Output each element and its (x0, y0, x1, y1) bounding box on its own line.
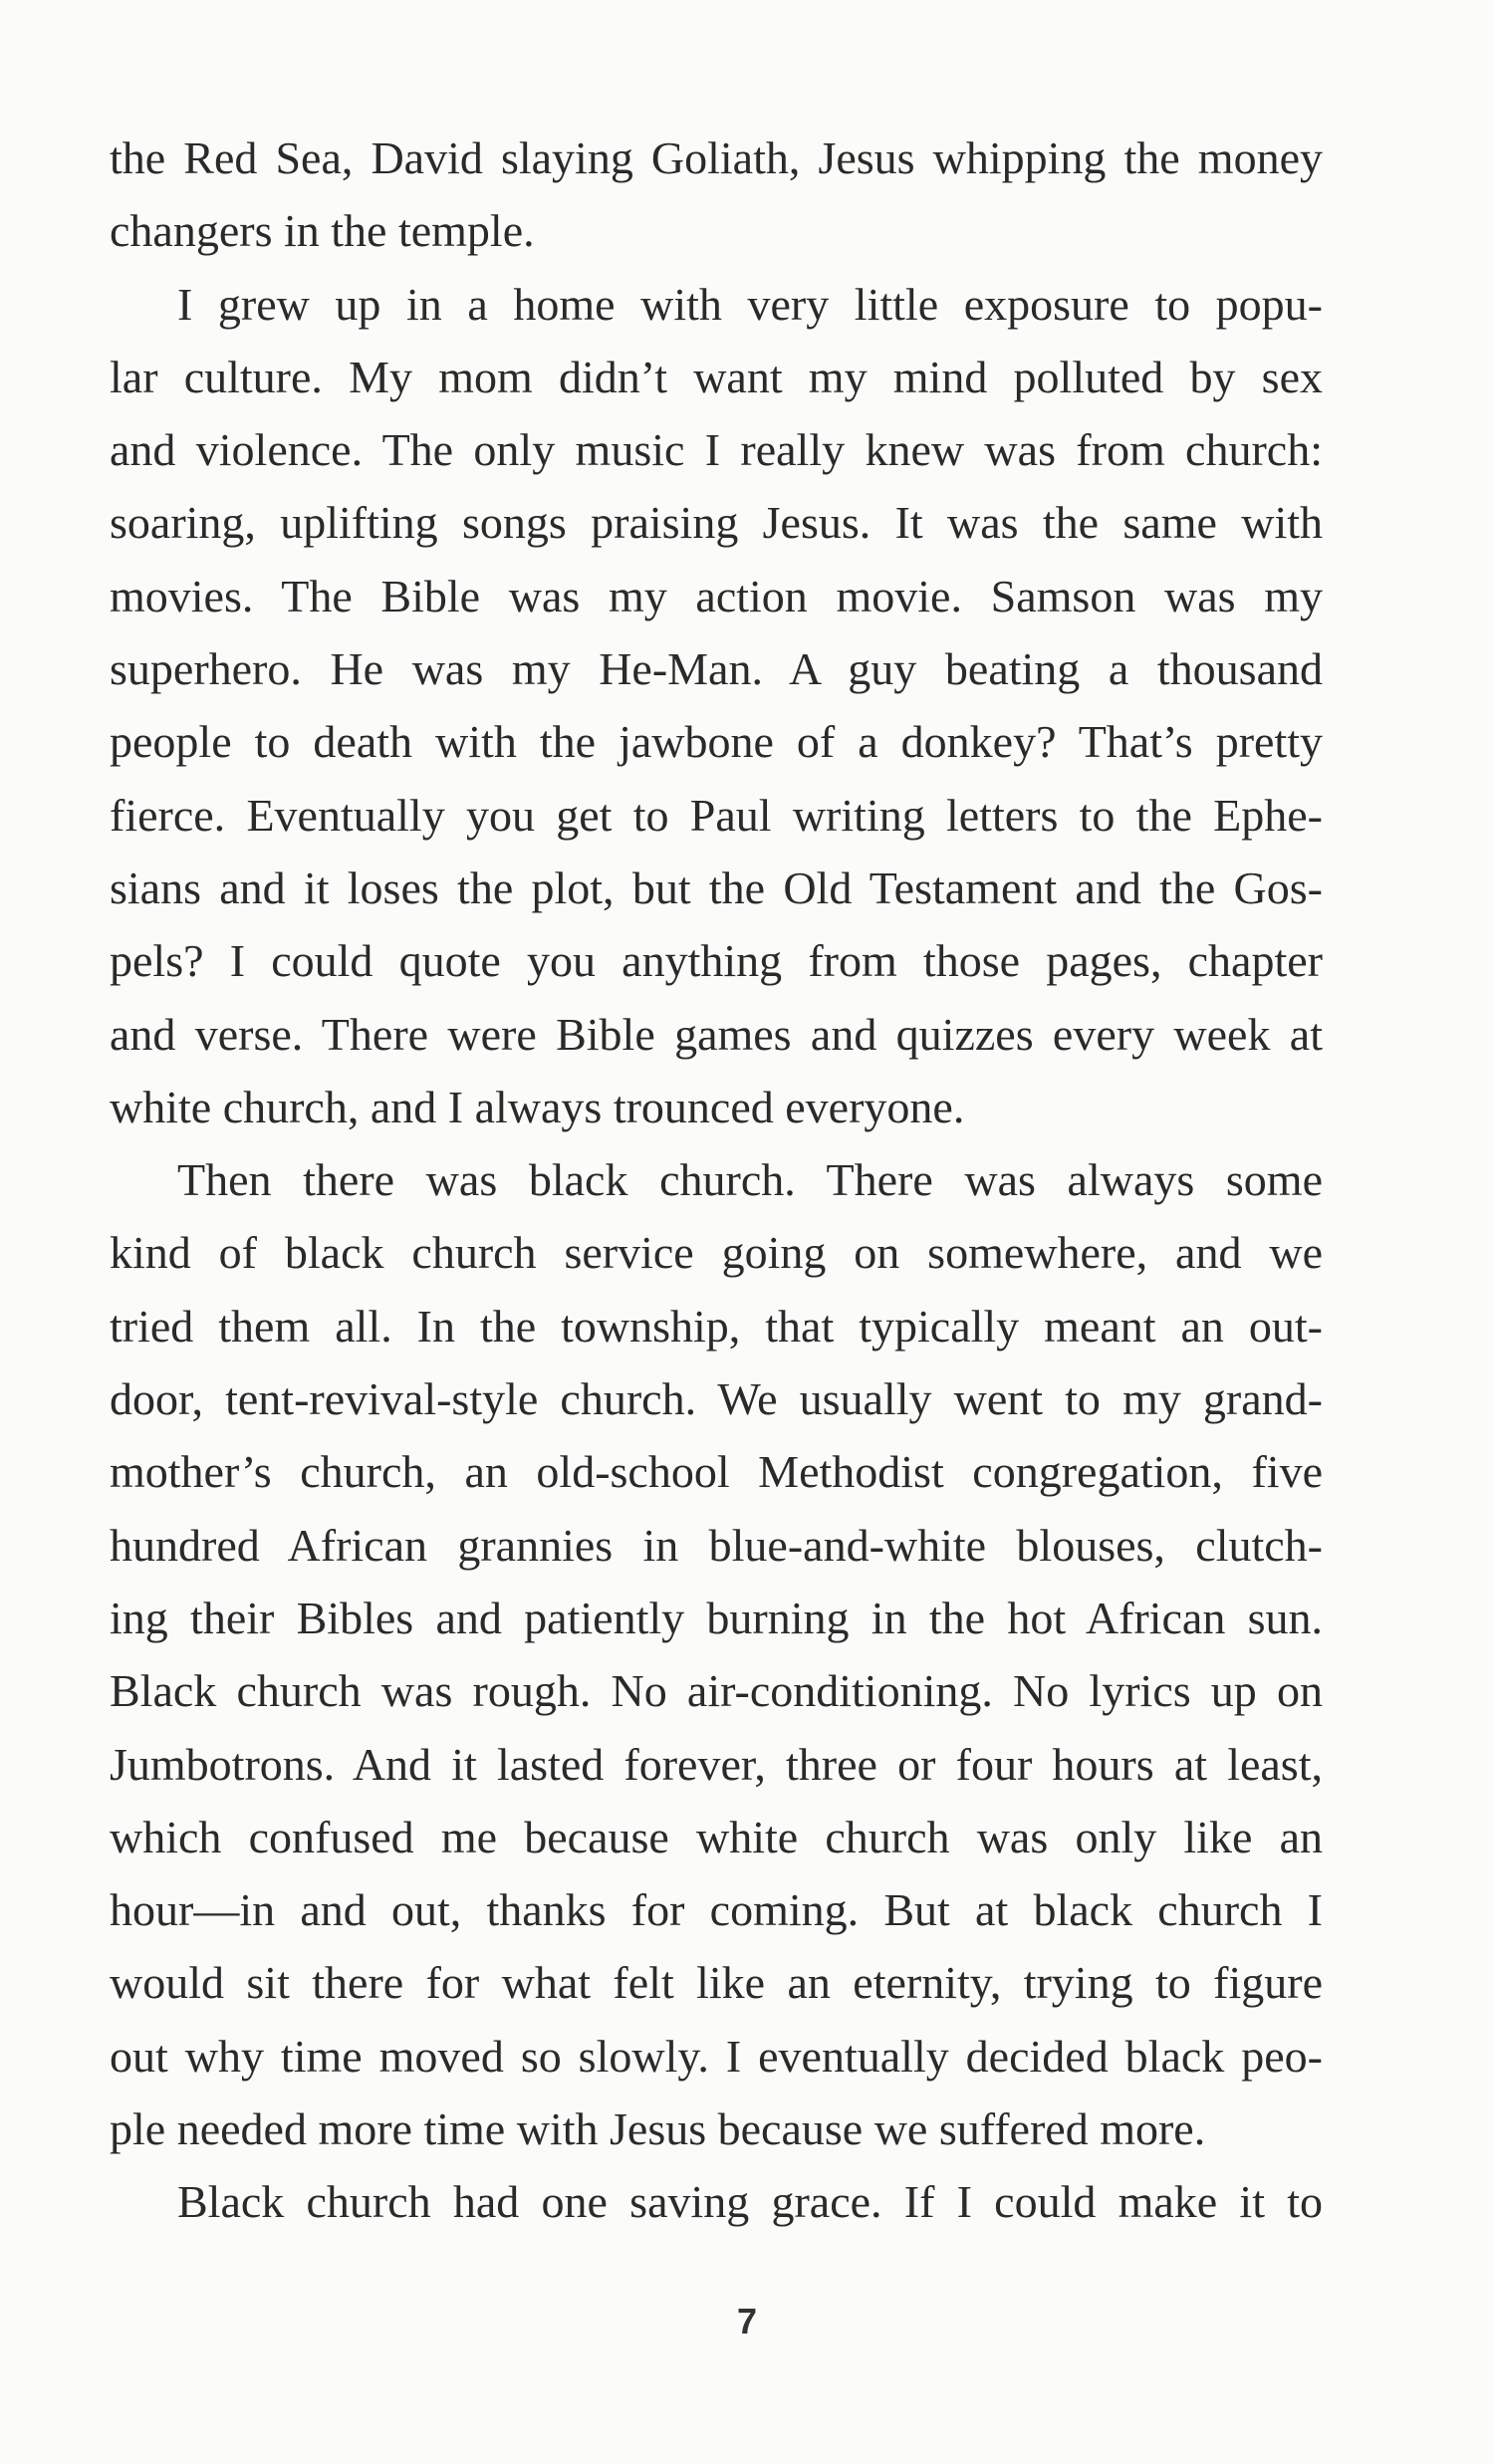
text-line: Black church was rough. No air-conditioning. No lyrics up on (110, 1665, 1323, 1717)
text-line: ple needed more time with Jesus because we suffered more. (110, 2103, 1206, 2155)
text-line: white church, and I always trounced everyone. (110, 1081, 965, 1132)
text-line: and violence. The only music I really knew was from church: (110, 424, 1323, 476)
text-line: hour—in and out, thanks for coming. But at black church I (110, 1884, 1323, 1936)
text-line: hundred African grannies in blue-and-white blouses, clutch- (110, 1519, 1323, 1571)
text-line: and verse. There were Bible games and quizzes every week at (110, 1008, 1323, 1060)
text-line: changers in the temple. (110, 205, 535, 257)
page-number: 7 (736, 2301, 758, 2341)
text-line: Black church had one saving grace. If I could make it to (177, 2176, 1323, 2228)
text-line: would sit there for what felt like an eternity, trying to figure (110, 1957, 1323, 2009)
text-line: out why time moved so slowly. I eventually decided black peo- (110, 2030, 1323, 2082)
text-line: soaring, uplifting songs praising Jesus. It was the same with (110, 497, 1323, 549)
text-line: ing their Bibles and patiently burning in the hot African sun. (110, 1592, 1323, 1643)
text-line: tried them all. In the township, that typically meant an out- (110, 1300, 1323, 1352)
text-line: pels? I could quote you anything from those pages, chapter (110, 935, 1323, 987)
page-body (110, 122, 1323, 2239)
text-line: movies. The Bible was my action movie. Samson was my (110, 570, 1323, 621)
text-line: the Red Sea, David slaying Goliath, Jesus whipping the money (110, 132, 1323, 183)
text-line: I grew up in a home with very little exposure to popu- (177, 278, 1323, 330)
text-line: superhero. He was my He-Man. A guy beating a thousand (110, 643, 1323, 695)
text-line: which confused me because white church was only like an (110, 1811, 1323, 1862)
text-line: door, tent-revival-style church. We usually went to my grand- (110, 1373, 1323, 1425)
text-line: Jumbotrons. And it lasted forever, three or four hours at least, (110, 1738, 1323, 1790)
text-line: kind of black church service going on somewhere, and we (110, 1227, 1323, 1279)
text-line: fierce. Eventually you get to Paul writing letters to the Ephe- (110, 789, 1323, 841)
text-line: lar culture. My mom didn’t want my mind polluted by sex (110, 351, 1323, 402)
text-line: people to death with the jawbone of a donkey? That’s pretty (110, 716, 1323, 768)
text-line: sians and it loses the plot, but the Old Testament and the Gos- (110, 862, 1323, 913)
text-line: mother’s church, an old-school Methodist congregation, five (110, 1446, 1323, 1498)
text-line: Then there was black church. There was always some (177, 1154, 1323, 1206)
